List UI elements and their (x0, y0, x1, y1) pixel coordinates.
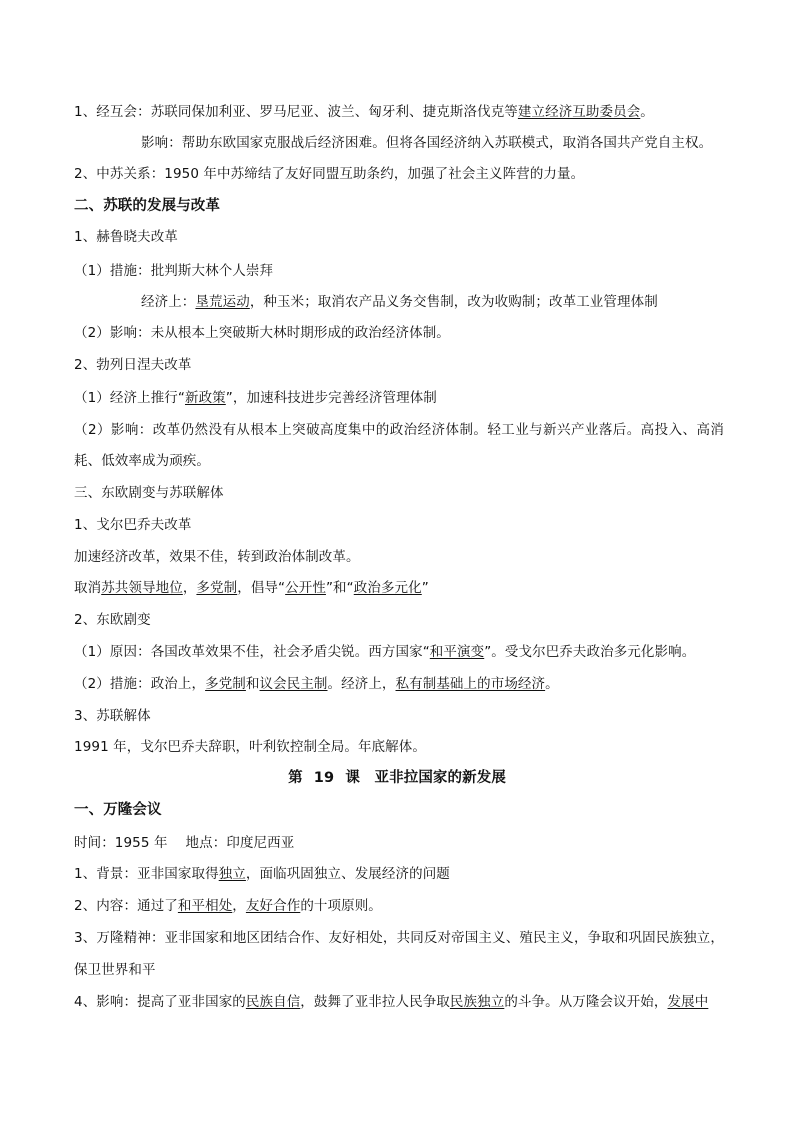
text-segment: ， (232, 898, 246, 914)
text-line-brezhnev-measures (74, 389, 724, 407)
text-segment: 2、中苏关系：1950 年中苏缔结了友好同盟互助条约，加强了社会主义阵营的力量。 (74, 166, 585, 182)
text-segment: 的斗争。从万隆会议开始， (504, 994, 668, 1010)
text-line-eastern-europe-measures (74, 675, 724, 693)
underlined-key-term: 垦荒运动 (195, 294, 250, 310)
text-segment: ”。受戈尔巴乔夫政治多元化影响。 (484, 644, 696, 660)
text-segment: 的十项原则。 (300, 898, 382, 914)
text-line-khrushchev-measures (74, 262, 724, 280)
text-segment: ” (421, 580, 429, 596)
underlined-key-term: 公开性 (285, 580, 326, 596)
text-line-comecon-impact (141, 134, 791, 152)
text-segment: 三、东欧剧变与苏联解体 (74, 485, 224, 501)
text-line-ussr-dissolution (74, 738, 724, 756)
underlined-key-term: 多党制 (205, 676, 246, 692)
section-heading-collapse (74, 484, 724, 502)
text-line-brezhnev-impact-cont (74, 452, 724, 470)
underlined-key-term: 友好合作 (245, 898, 301, 914)
subheading-gorbachev (74, 516, 724, 534)
lesson-title (0, 769, 794, 787)
text-segment: 。 (545, 676, 559, 692)
text-segment: ，面临巩固独立、发展经济的问题 (245, 866, 450, 882)
underlined-key-term: 和平演变 (429, 644, 485, 660)
underlined-key-term: 多党制 (196, 580, 238, 596)
text-segment: （1）原因：各国改革效果不佳，社会矛盾尖锐。西方国家“ (74, 644, 430, 660)
underlined-key-term: 私有制基础上的市场经济 (395, 676, 546, 692)
subheading-ussr-dissolution (74, 707, 724, 725)
text-segment: 保卫世界和平 (74, 962, 156, 978)
text-line-bandung-impact (74, 993, 724, 1011)
text-line-brezhnev-impact (74, 421, 724, 439)
text-segment: 3、苏联解体 (74, 708, 151, 724)
subheading-khrushchev (74, 228, 724, 246)
text-segment: 一、万隆会议 (74, 802, 162, 818)
text-segment: （1）经济上推行“ (74, 390, 185, 406)
underlined-key-term: 独立 (218, 866, 246, 882)
text-segment: ，鼓舞了亚非拉人民争取 (300, 994, 450, 1010)
text-segment: （2）影响：未从根本上突破斯大林时期形成的政治经济体制。 (74, 325, 450, 341)
text-segment: ，种玉米；取消农产品义务交售制，改为收购制；改革工业管理体制 (249, 294, 658, 310)
text-segment: 1、经互会：苏联同保加利亚、罗马尼亚、波兰、匈牙利、捷克斯洛伐克等 (74, 104, 518, 120)
text-segment: 经济上： (141, 294, 196, 310)
text-segment: 1991 年，戈尔巴乔夫辞职，叶利钦控制全局。年底解体。 (74, 739, 426, 755)
section-heading-bandung (74, 801, 724, 819)
text-segment: 1、赫鲁晓夫改革 (74, 229, 178, 245)
underlined-key-term: 建立经济互助委员会 (517, 104, 641, 120)
underlined-key-term: 民族自信 (245, 994, 301, 1010)
text-line-khrushchev-impact (74, 324, 724, 342)
text-segment: 1、背景：亚非国家取得 (74, 866, 219, 882)
text-segment: 第 19 课 亚非拉国家的新发展 (288, 770, 506, 786)
underlined-key-term: 民族独立 (449, 994, 505, 1010)
text-segment: ，倡导“ (237, 580, 286, 596)
text-segment: 取消 (74, 580, 102, 596)
text-line-comecon (74, 103, 724, 121)
text-line-eastern-europe-causes (74, 643, 724, 661)
underlined-key-term: 和平相处 (177, 898, 233, 914)
underlined-key-term: 政治多元化 (353, 580, 422, 596)
subheading-brezhnev (74, 356, 724, 374)
text-segment: 影响：帮助东欧国家克服战后经济困难。但将各国经济纳入苏联模式，取消各国共产党自主权。 (141, 135, 713, 151)
subheading-eastern-europe (74, 611, 724, 629)
text-segment: 3、万隆精神：亚非国家和地区团结合作、友好相处，共同反对帝国主义、殖民主义，争取和巩固民族独立， (74, 930, 724, 946)
text-line-bandung-spirit-cont (74, 961, 724, 979)
text-line-bandung-content (74, 897, 724, 915)
text-segment: （1）措施：批判斯大林个人崇拜 (74, 263, 274, 279)
text-segment: 加速经济改革，效果不佳，转到政治体制改革。 (74, 549, 360, 565)
text-line-gorbachev-politics (74, 579, 724, 597)
text-segment: 时间：1955 年 地点：印度尼西亚 (74, 835, 295, 851)
text-segment: 二、苏联的发展与改革 (74, 198, 220, 214)
text-line-gorbachev-economy (74, 548, 724, 566)
underlined-key-term: 议会民主制 (259, 676, 328, 692)
text-segment: （2）影响：改革仍然没有从根本上突破高度集中的政治经济体制。轻工业与新兴产业落后。高投入、高消 (74, 422, 724, 438)
text-segment: ”，加速科技进步完善经济管理体制 (225, 390, 437, 406)
underlined-key-term: 苏共领导地位 (101, 580, 183, 596)
text-segment: （2）措施：政治上， (74, 676, 206, 692)
section-heading-soviet-reform (74, 197, 724, 215)
text-segment: 2、内容：通过了 (74, 898, 178, 914)
text-segment: ， (182, 580, 197, 596)
text-segment: 4、影响：提高了亚非国家的 (74, 994, 246, 1010)
text-segment: 1、戈尔巴乔夫改革 (74, 517, 192, 533)
text-line-bandung-spirit (74, 929, 724, 947)
text-segment: 耗、低效率成为顽疾。 (74, 453, 210, 469)
text-segment: 2、勃列日涅夫改革 (74, 357, 192, 373)
text-segment: 。经济上， (327, 676, 396, 692)
text-segment: ”和“ (325, 580, 354, 596)
underlined-key-term: 发展中 (667, 994, 709, 1010)
text-segment: 2、东欧剧变 (74, 612, 151, 628)
text-line-bandung-background (74, 865, 724, 883)
underlined-key-term: 新政策 (184, 390, 226, 406)
text-line-khrushchev-economy (141, 293, 791, 311)
text-line-bandung-time-place (74, 834, 724, 852)
text-line-sino-soviet (74, 165, 724, 183)
text-segment: 。 (640, 104, 654, 120)
text-segment: 和 (245, 676, 260, 692)
